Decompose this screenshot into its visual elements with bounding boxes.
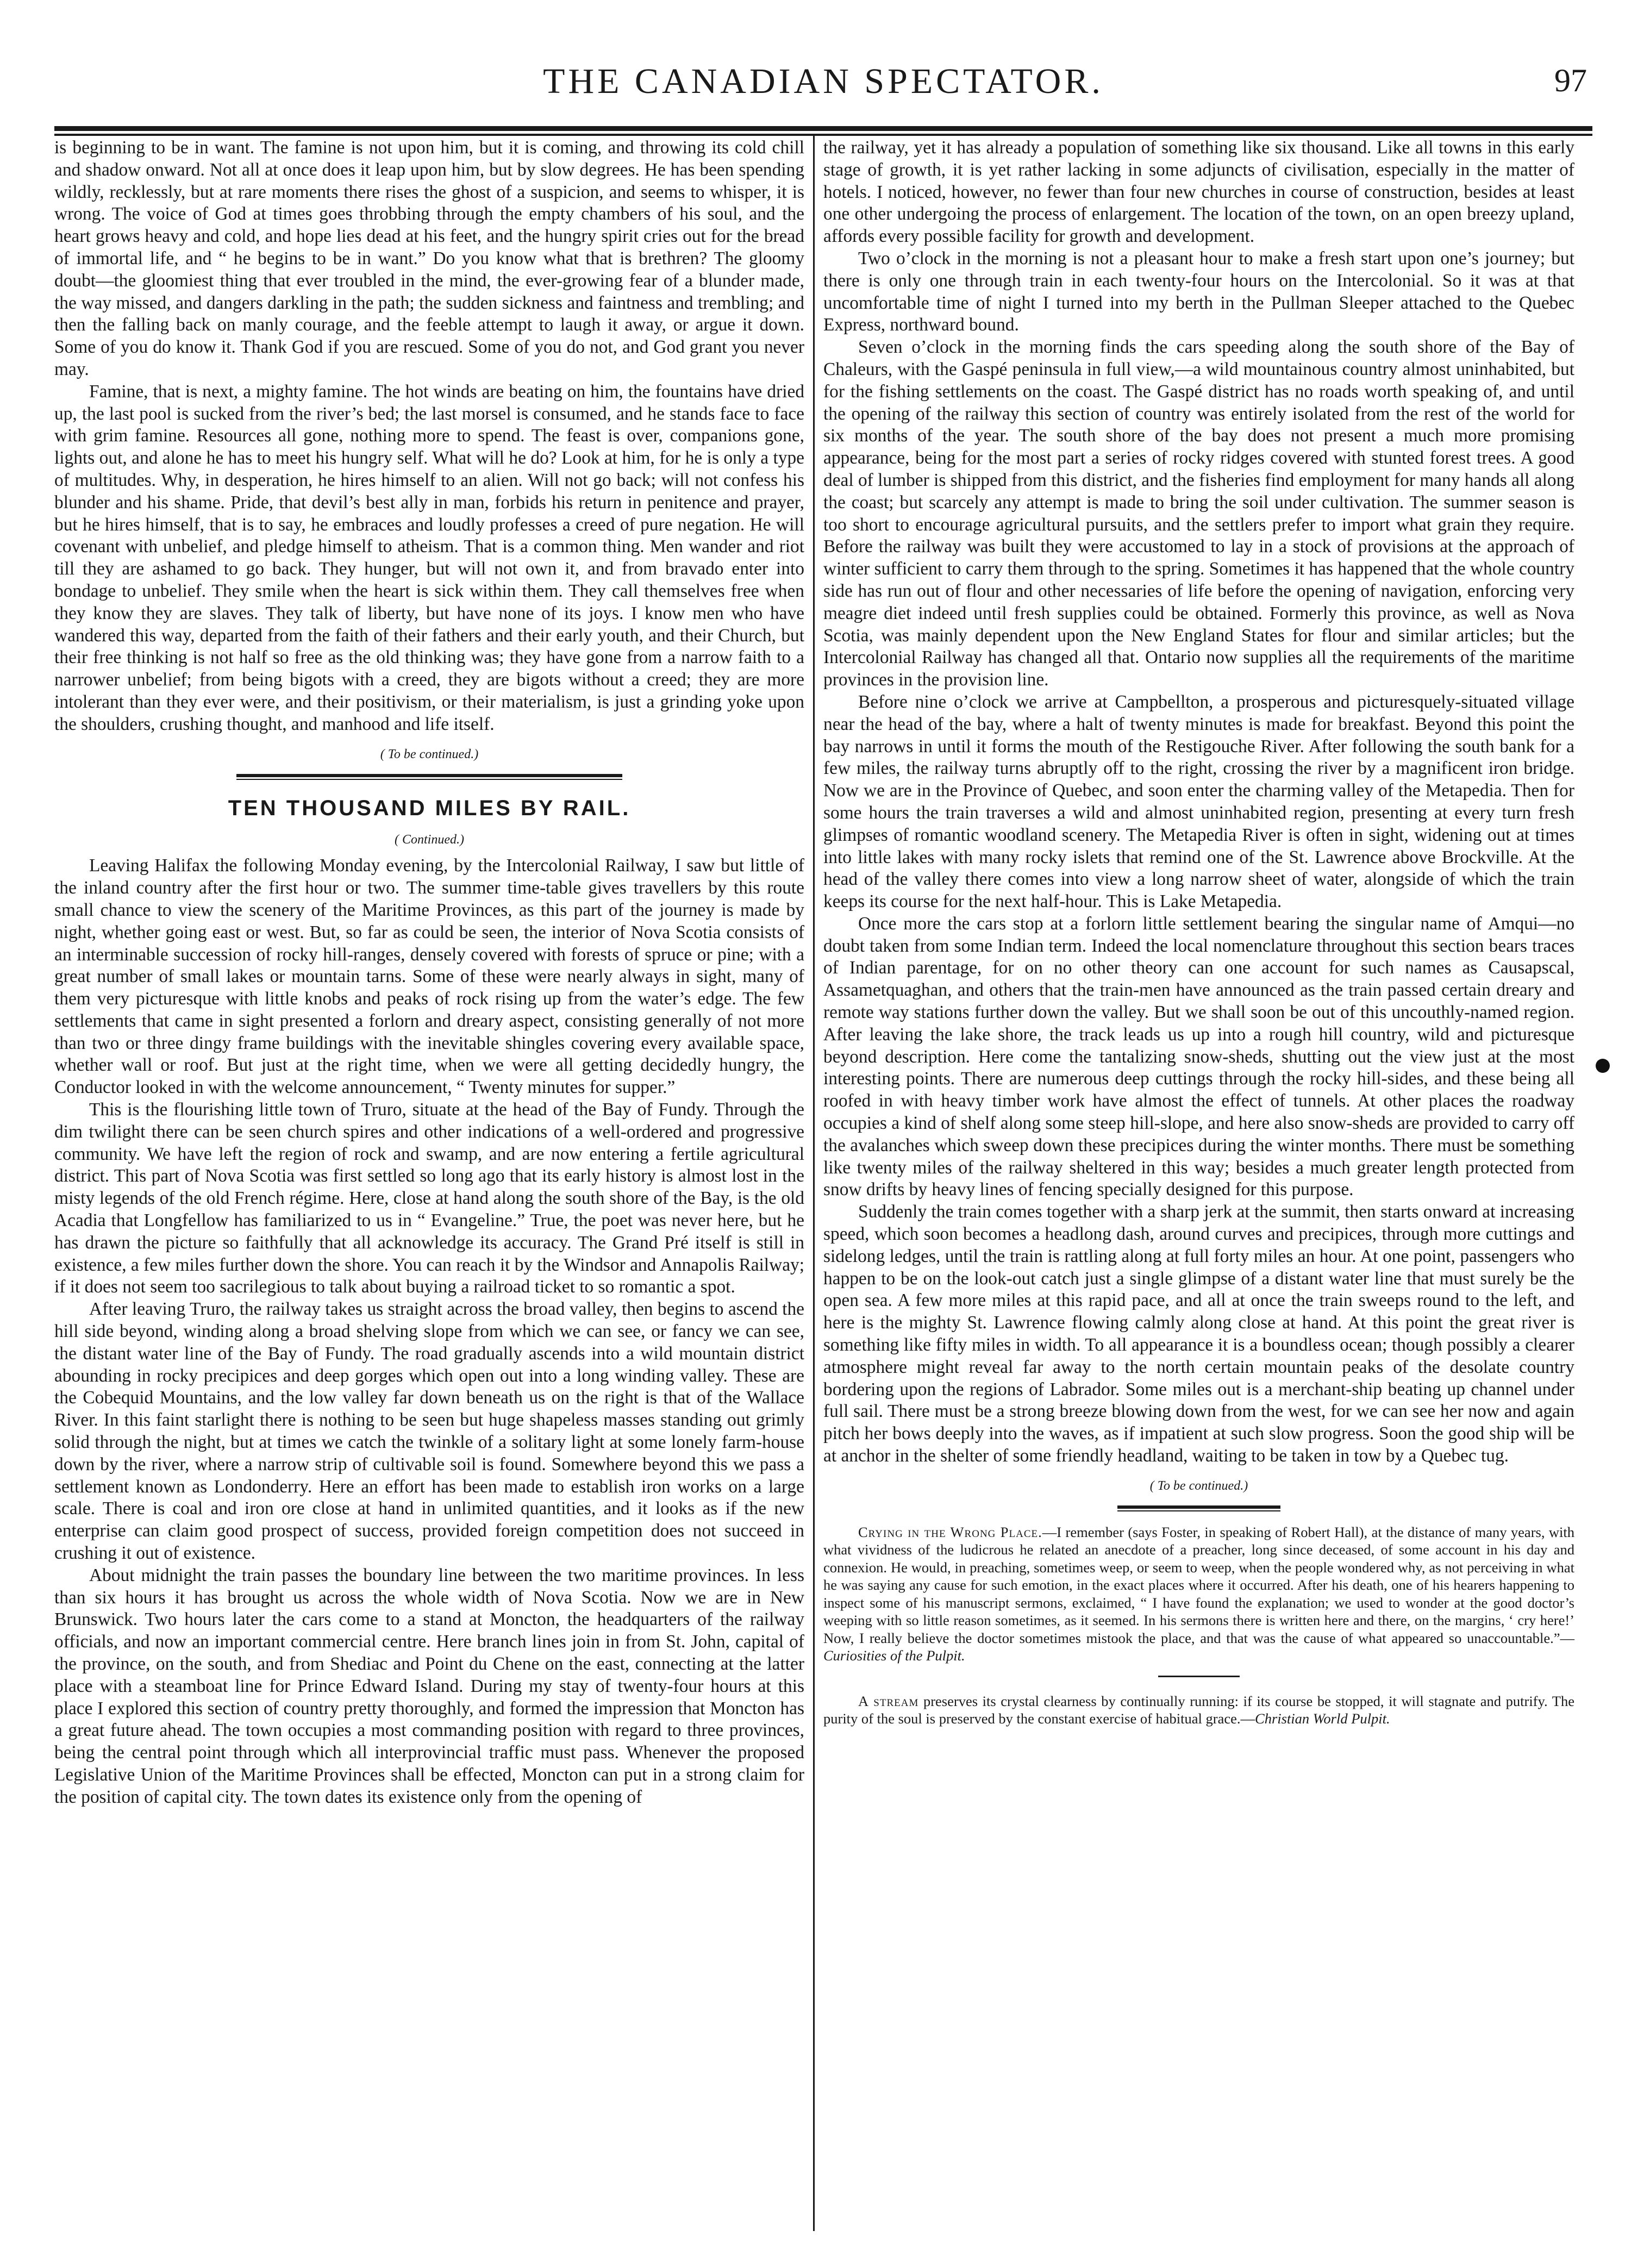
sermon-paragraph-1: is beginning to be in want. The famine is not upon him, but it is coming, and throwing its cold chill and shadow onward. Not all at once does it leap upon him, but by slow degrees. He has been spending wildly, recklessly, but at rare moments there rises the ghost of a suspicion, and seems to whisper, it is wrong. The voice of God at times goes throbbing through the empty chambers of his soul, and the heart grows heavy and cold, and hope lies dead at his feet, and the hungry spirit cries out for the bread of immortal life, and “ he begins to be in want.” Do you know what that is brethren? The gloomy doubt—the gloomiest thing that ever troubled in the mind, the ever-growing fear of a blunder made, the way missed, and dangers darkling in the path; the sudden sickness and faintness and trembling; and then the falling back on manly courage, and the feeble attempt to laugh it away, or argue it down. Some of you do know it. Thank God if you are rescued. Some of you do not, and God grant you never may.	[54, 138, 804, 379]
rail-paragraph-1: Leaving Halifax the following Monday evening, by the Intercolonial Railway, I saw but little of the inland country after the first hour or two. The summer time-table gives travellers by this route small chance to view the scenery of the Maritime Provinces, as this part of the journey is made by night, whether going east or west. But, so far as could be seen, the interior of Nova Scotia consists of an interminable succession of rocky hill-ranges, densely covered with forests of spruce or pine; with a great number of small lakes or mountain tarns. Some of these were nearly always in sight, many of them very picturesque with little knobs and peaks of rock rising up from the water’s edge. The few settlements that came in sight presented a forlorn and dreary aspect, consisting generally of not more than two or three dingy frame buildings with the inevitable shingles covering every available space, whether wall or roof. But just at the right time, when we were all getting decidedly hungry, the Conductor looked in with the welcome announcement, “ Twenty minutes for supper.”	[54, 855, 804, 1098]
rail-paragraph-7: Seven o’clock in the morning finds the cars speeding along the south shore of the Bay of Chaleurs, with the Gaspé peninsula in full view,—a wild mountainous country almost uninhabited, but for the fishing settlements on the coast. The Gaspé district has no roads worth speaking of, and until the opening of the railway this section of country was entirely isolated from the rest of the world for six months of the year. The south shore of the bay does not present a much more promising appearance, being for the most part a series of rocky ridges covered with stunted forest trees. A good deal of lumber is shipped from this district, and the fisheries find employment for many hands all along the coast; but scarcely any attempt is made to bring the soil under cultivation. The summer season is too short to encourage agricultural pursuits, and the settlers prefer to import what grain they require. Before the railway was built they were accustomed to lay in a stock of provisions at the approach of winter sufficient to carry them through to the spring. Sometimes it has happened that the whole country side has run out of flour and other necessaries of life before the opening of navigation, enforcing very meagre diet indeed until fresh supplies could be obtained. Formerly this province, as well as Nova Scotia, was mainly dependent upon the New England States for flour and similar articles; but the Intercolonial Railway has changed all that. Ontario now supplies all the requirements of the maritime provinces in the provision line.	[823, 337, 1574, 690]
rail-paragraph-2: This is the flourishing little town of Truro, situate at the head of the Bay of Fundy. Through the dim twilight there can be seen church spires and other indications of a well-ordered and progressive community. We have left the region of rock and swamp, and are now entering a fertile agricultural district. This part of Nova Scotia was first settled so long ago that its early history is almost lost in the misty legends of the old French régime. Here, close at hand along the south shore of the Bay, is the old Acadia that Longfellow has familiarized to us in “ Evangeline.” True, the poet was never here, but he has drawn the picture so faithfully that all acknowledge its accuracy. The Grand Pré itself is still in existence, a few miles further down the shore. You can reach it by the Windsor and Annapolis Railway; if it does not seem too sacrilegious to talk about buying a railroad ticket to so romantic a spot.	[54, 1099, 804, 1297]
rail-paragraph-6: Two o’clock in the morning is not a pleasant hour to make a fresh start upon one’s journey; but there is only one through train in each twenty-four hours on the Intercolonial. So it was at that uncomfortable time of night I turned into my berth in the Pullman Sleeper attached to the Quebec Express, northward bound.	[823, 248, 1574, 335]
rail-paragraph-3: After leaving Truro, the railway takes us straight across the broad valley, then begins to ascend the hill side beyond, winding along a broad shelving slope from which we can see, or fancy we can see, the distant water line of the Bay of Fundy. The road gradually ascends into a wild mountain district abounding in rocky precipices and deep gorges which open out into a long winding valley. These are the Cobequid Mountains, and the low valley far down beneath us on the right is that of the Wallace River. In this faint starlight there is nothing to be seen but huge shapeless masses standing out grimly solid through the night, but at times we catch the twinkle of a solitary light at some lonely farm-house down by the river, where a narrow strip of cultivable soil is found. Somewhere beyond this we pass a settlement known as Londonderry. Here an effort has been made to establish iron works on a large scale. There is coal and iron ore close at hand in unlimited quantities, and it looks as if the new enterprise can claim good prospect of success, provided foreign competition does not succeed in crushing it out of existence.	[54, 1299, 804, 1564]
rail-paragraph-4: About midnight the train passes the boundary line between the two maritime provinces. In less than six hours it has brought us across the whole width of Nova Scotia. Now we are in New Brunswick. Two hours later the cars come to a stand at Moncton, the headquarters of the railway officials, and now an important commercial centre. Here branch lines join in from St. John, capital of the province, on the south, and from Shediac and Point du Chene on the east, connecting at the latter place with a steamboat line for Prince Edward Island. During my stay of twenty-four hours at this place I explored this section of country pretty thoroughly, and formed the impression that Moncton has a great future ahead. The town occupies a most commanding position with regard to three provinces, being the central point through which all interprovincial traffic must pass. Whenever the proposed Legislative Union of the Maritime Provinces shall be effected, Moncton can put in a strong claim for the position of capital city. The town dates its existence only from the opening of	[54, 1565, 804, 1807]
rail-paragraph-8: Before nine o’clock we arrive at Campbellton, a prosperous and picturesquely-situated village near the head of the bay, where a halt of twenty minutes is made for breakfast. Beyond this point the bay narrows in until it forms the mouth of the Restigouche River. After following the south bank for a few miles, the railway turns abruptly off to the right, crossing the river by a magnificent iron bridge. Now we are in the Province of Quebec, and soon enter the charming valley of the Metapedia. Then for some hours the train traverses a wild and almost uninhabited region, presenting at every turn fresh glimpses of romantic woodland scenery. The Metapedia River is often in sight, widening out at times into little lakes with many rocky islets that remind one of the St. Lawrence above Brockville. At the head of the valley there comes into view a long narrow sheet of water, alongside of which the train keeps its course for the next half-hour. This is Lake Metapedia.	[823, 691, 1574, 912]
left-column	[54, 137, 804, 1809]
rail-paragraph-10: Suddenly the train comes together with a sharp jerk at the summit, then starts onward at increasing speed, which soon becomes a headlong dash, around curves and precipices, through more cuttings and sidelong ledges, until the train is rattling along at full forty miles an hour. At one point, passengers who happen to be on the look-out catch just a single glimpse of a distant water line that must surely be the open sea. A few more miles at this rapid pace, and all at once the train sweeps round to the left, and here is the mighty St. Lawrence flowing calmly along close at hand. At this point the great river is something like fifty miles in width. To all appearance it is a boundless ocean; though possibly a clearer atmosphere might reveal far away to the north certain mountain peaks of the desolate country bordering upon the regions of Labrador. Some miles out is a merchant-ship beating up channel under full sail. There must be a strong breeze blowing down from the west, for we can see her now and again pitch her bows deeply into the waves, as if impatient at such slow progress. Soon the good ship will be at anchor in the shelter of some friendly headland, waiting to be taken in tow by a Quebec tug.	[823, 1202, 1574, 1466]
rail-paragraph-5: the railway, yet it has already a population of something like six thousand. Like all towns in this early stage of growth, it is yet rather lacking in some adjuncts of civilisation, especially in the matter of hotels. I noticed, however, no fewer than four new churches in course of construction, besides at least one other undergoing the process of enlargement. The location of the town, on an open breezy upland, affords every possible facility for growth and development.	[823, 138, 1574, 247]
header-double-rule	[54, 126, 1592, 136]
column-divider	[813, 136, 815, 2231]
margin-ink-dot	[1596, 1059, 1610, 1073]
to-be-continued-note-right: ( To be continued.)	[1149, 1478, 1248, 1493]
stream-body: preserves its crystal clearness by continually running: if its course be stopped, it will stagnate and putrify. The purity of the soul is preserved by the constant exercise of habitual grace.—	[823, 1692, 1574, 1727]
rail-paragraph-9: Once more the cars stop at a forlorn little settlement bearing the singular name of Amqui—no doubt taken from some Indian term. Indeed the local nomenclature throughout this section bears traces of Indian parentage, for on no other theory can one account for such names as Causapscal, Assametquaghan, and others that the train-men have announced as the train passed certain dreary and remote way stations further down the valley. But we shall soon be out of this uncouthly-named region. After leaving the lake shore, the track leads us up into a rough hill country, wild and picturesque beyond description. Here come the tantalizing snow-sheds, shutting out the view just at the most interesting points. There are numerous deep cuttings through the rocky hill-sides, and these being all roofed in with heavy timber work have almost the effect of tunnels. At other places the roadway occupies a kind of shelf along some steep hill-slope, and here also snow-sheds are provided to carry off the avalanches which sweep down these precipices during the winter months. There must be something like twenty miles of the railway sheltered in this way; besides a much greater length protected from snow drifts by heavy lines of fencing specially designed for this purpose.	[823, 913, 1574, 1200]
stream-lead: A stream	[858, 1692, 919, 1709]
to-be-continued-note: ( To be continued.)	[380, 747, 479, 761]
anecdote-body: —I remember (says Foster, in speaking of Robert Hall), at the distance of many years, with what vividness of the ludicrous he related an anecdote of a preacher, long since deceased, of some account in his day and connexion. He would, in preaching, sometimes weep, or seem to weep, when the people wondered why, as not perceiving in what he was saying any cause for such emotion, in the exact places where it occurred. After his death, one of his hearers happening to inspect some of his manuscript sermons, exclaimed, “ I have found the explanation; we used to wonder at the good doctor’s weeping with so little reason sometimes, as it seemed. In his sermons there is written here and there, on the margins, ‘ cry here!’ Now, I really believe the doctor sometimes mistook the place, and that was the cause of what appeared so unaccountable.”—	[823, 1523, 1574, 1646]
stream-note	[823, 1692, 1574, 1728]
short-separator-rule	[1158, 1676, 1240, 1677]
continued-note: ( Continued.)	[395, 833, 464, 847]
stream-source: Christian World Pulpit.	[1255, 1710, 1390, 1727]
right-column	[823, 137, 1574, 1728]
sermon-paragraph-2: Famine, that is next, a mighty famine. The hot winds are beating on him, the fountains have dried up, the last pool is sucked from the river’s bed; the last morsel is consumed, and he stands face to face with grim famine. Resources all gone, nothing more to spend. The feast is over, companions gone, lights out, and alone he has to meet his hungry self. What will he do? Look at him, for he is only a type of multitudes. Why, in desperation, he hires himself to an alien. Will not go back; will not confess his blunder and his shame. Pride, that devil’s best ally in man, forbids his return in penitence and prayer, but he hires himself, that is to say, he embraces and loudly professes a creed of pure negation. He will covenant with unbelief, and pledge himself to atheism. That is a common thing. Men wander and riot till they are ashamed to go back. They hunger, but will not own it, and from bravado enter into bondage to unbelief. They smile when the heart is sick within them. They call themselves free when they know they are slaves. They talk of liberty, but have none of its joys. I know men who have wandered this way, departed from the faith of their fathers and their early youth, and their Church, but their free thinking is not half so free as the old thinking was; they have gone from a narrow faith to a narrower unbelief; from being bigots with a creed, they are bigots without a creed; they are more intolerant than they ever were, and their positivism, or their materialism, is just a grinding yoke upon the shoulders, crushing thought, and manhood and life itself.	[54, 381, 804, 734]
anecdote-source: Curiosities of the Pulpit.	[823, 1647, 965, 1664]
note-separator-rule	[1117, 1505, 1280, 1511]
anecdote-note	[823, 1523, 1574, 1665]
page-number: 97	[1554, 63, 1587, 98]
article-title: TEN THOUSAND MILES BY RAIL.	[228, 796, 631, 820]
anecdote-lead: Crying in the Wrong Place.	[858, 1523, 1042, 1540]
section-separator-rule	[236, 774, 622, 780]
page-header	[54, 54, 1592, 114]
masthead-title: THE CANADIAN SPECTATOR.	[543, 61, 1104, 101]
